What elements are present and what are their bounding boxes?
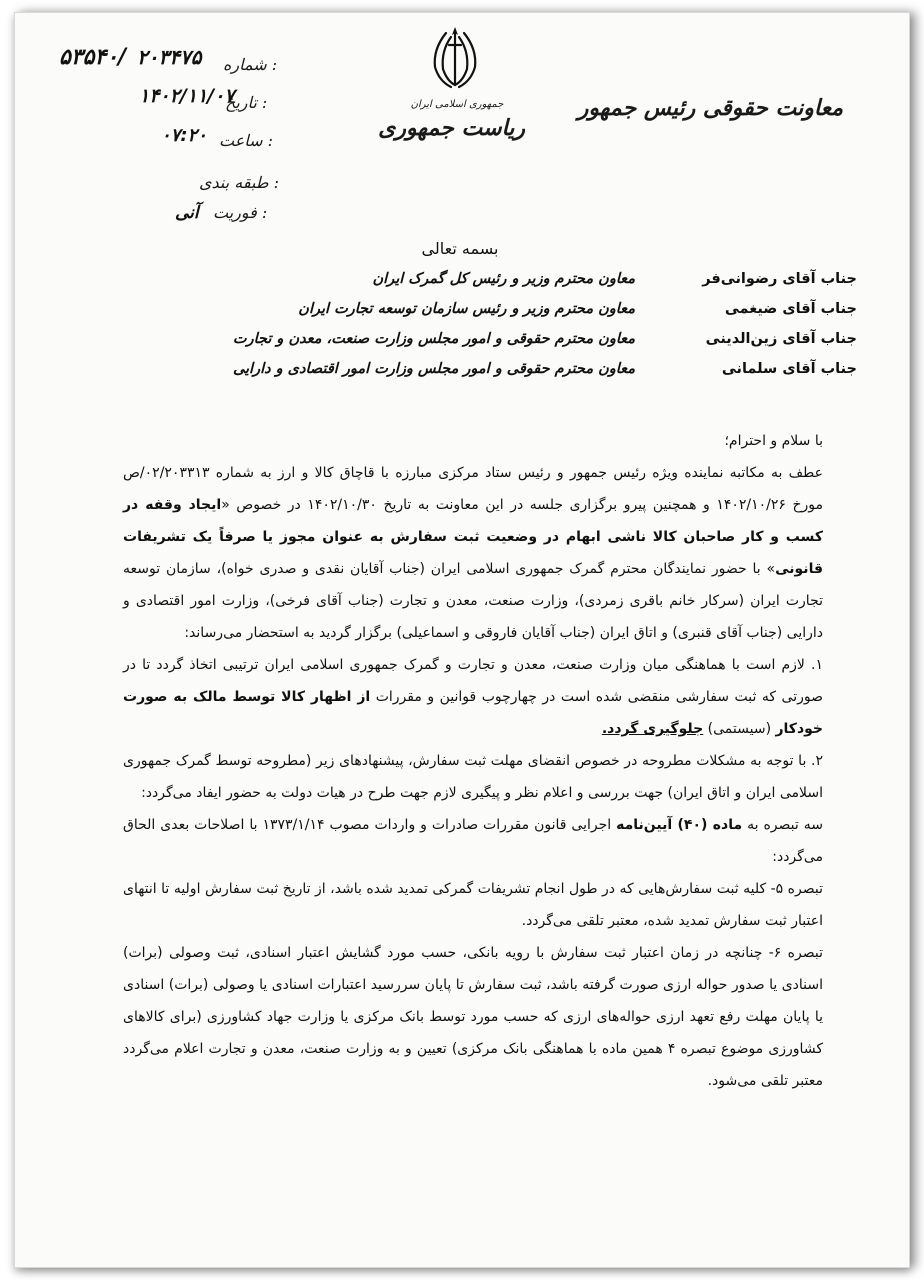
recipient-1-title: معاون محترم وزیر و رئیس کل گمرک ایران xyxy=(372,271,635,287)
item-1-text: ۱. لازم است با هماهنگی میان وزارت صنعت، معدن و تجارت و گمرک جمهوری اسلامی ایران ترتیبی اتخاذ گردد تا در صورتی که ثبت سفارشی منقضی شده است در چهارچوب قوانین و مقررات xyxy=(123,657,823,705)
intro-text-2: » با حضور نمایندگان محترم گمرک جمهوری اسلامی ایران (جناب آقایان نقدی و صدری خواه)، سازمان توسعه تجارت ایران (سرکار خانم باقری زمردی)، وزارت صنعت، معدن و تجارت (جناب آقای فرخی)، وزارت امور اقتصادی و دارایی (جناب آقای قنبری) و اتاق ایران (جناب آقایان فاروقی و اسماعیلی) برگزار گردید به استحضار می‌رساند: xyxy=(123,561,823,641)
intro-subject: ایجاد وقفه در کسب و کار صاحبان کالا ناشی ابهام در وضعیت ثبت سفارش به عنوان مجوز یا صرفاً یک تشریفات قانونی xyxy=(123,497,823,577)
date-label: تاریخ : xyxy=(225,93,268,112)
clause-article: ماده (۴۰) آیین‌نامه xyxy=(616,817,743,833)
number-label: شماره : xyxy=(223,55,278,74)
time-label: ساعت : xyxy=(219,131,274,150)
letter-body xyxy=(123,425,823,1097)
item-1-underlined: جلوگیری گردد. xyxy=(601,721,704,737)
recipient-4-title: معاون محترم حقوقی و امور مجلس وزارت امور اقتصادی و دارایی xyxy=(232,361,635,377)
iran-emblem-icon xyxy=(427,25,483,91)
recipient-2-title: معاون محترم وزیر و رئیس سازمان توسعه تجارت ایران xyxy=(298,301,635,317)
note-6: تبصره ۶- چنانچه در زمان اعتبار ثبت سفارش با رویه بانکی، حسب مورد گشایش اعتبار اسنادی، ثبت وصولی (برات) اسنادی یا صدور حواله ارزی صورت گرفته باشد، ثبت سفارش تا پایان سررسید اعتبارات اسنادی یا وصولی (برات) اسنادی یا پایان مهلت رفع تعهد ارزی حواله‌های ارزی که حسب مورد توسط بانک مرکزی یا وزارت جهاد کشاورزی (برای کالاهای کشاورزی موضوع تبصره ۴ همین ماده با هماهنگی بانک مرکزی) تعیین و به وزارت صنعت، معدن و تجارت اعلام می‌گردد معتبر تلقی می‌شود. xyxy=(123,945,823,1089)
clause-paragraph xyxy=(123,809,823,873)
recipient-3-name: جناب آقای زین‌الدینی xyxy=(705,331,857,347)
emblem-caption-line1: جمهوری اسلامی ایران xyxy=(410,99,504,110)
clause-text-1: سه تبصره به xyxy=(742,817,823,833)
item-1-text-2: (سیستمی) xyxy=(703,721,776,737)
clause-text-2: اجرایی قانون مقررات صادرات و واردات مصوب ۱۳۷۳/۱/۱۴ با اصلاحات بعدی الحاق می‌گردد: xyxy=(123,817,823,865)
emblem-caption-line2: ریاست جمهوری xyxy=(378,115,525,141)
intro-text-1: عطف به مکاتبه نماینده ویژه رئیس جمهور و رئیس ستاد مرکزی مبارزه با قاچاق کالا و ارز به شماره ۰۲/۲۰۳۳۱۳/ص مورخ ۱۴۰۲/۱۰/۲۶ و همچنین پیرو برگزاری جلسه در این معاونت به تاریخ ۱۴۰۲/۱۰/۳۰ در خصوص « xyxy=(123,465,823,513)
urgency-value: آنی xyxy=(175,203,199,223)
time-value: ۰۷:۲۰ xyxy=(161,125,207,146)
urgency-label: فوریت : xyxy=(213,203,268,222)
intro-paragraph xyxy=(123,457,823,649)
note-5: تبصره ۵- کلیه ثبت سفارش‌هایی که در طول انجام تشریفات گمرکی تمدید شده باشد، از تاریخ ثبت سفارش اولیه تا انتهای اعتبار ثبت سفارش تمدید شده، معتبر تلقی می‌گردد. xyxy=(123,881,823,929)
salutation-title: بسمه تعالی xyxy=(421,239,499,258)
office-title: معاونت حقوقی رئیس جمهور xyxy=(577,95,843,121)
classification-label: طبقه بندی : xyxy=(199,173,280,192)
date-value: ۱۴۰۲/۱۱/۰۷ xyxy=(139,85,235,107)
item-1-bold: از اظهار کالا توسط مالک به صورت خودکار xyxy=(123,689,823,737)
letter-page xyxy=(14,12,910,1268)
recipient-3-title: معاون محترم حقوقی و امور مجلس وزارت صنعت، معدن و تجارت xyxy=(232,331,635,347)
recipient-1-name: جناب آقای رضوانی‌فر xyxy=(702,271,857,287)
item-1 xyxy=(123,649,823,745)
item-2: ۲. با توجه به مشکلات مطروحه در خصوص انقضای مهلت ثبت سفارش، پیشنهادهای زیر (مطروحه توسط گمرک جمهوری اسلامی ایران و اتاق ایران) جهت بررسی و اعلام نظر و پیگیری لازم جهت طرح در هیات دولت به حضور ایفاد می‌گردد: xyxy=(123,753,823,801)
recipient-2-name: جناب آقای ضیغمی xyxy=(724,301,857,317)
number-value: ۲۰۳۴۷۵ xyxy=(137,45,202,69)
recipient-4-name: جناب آقای سلمانی xyxy=(721,361,857,377)
greeting: با سلام و احترام؛ xyxy=(724,433,823,449)
reference-number: ۵۳۵۴۰/ xyxy=(59,45,127,70)
